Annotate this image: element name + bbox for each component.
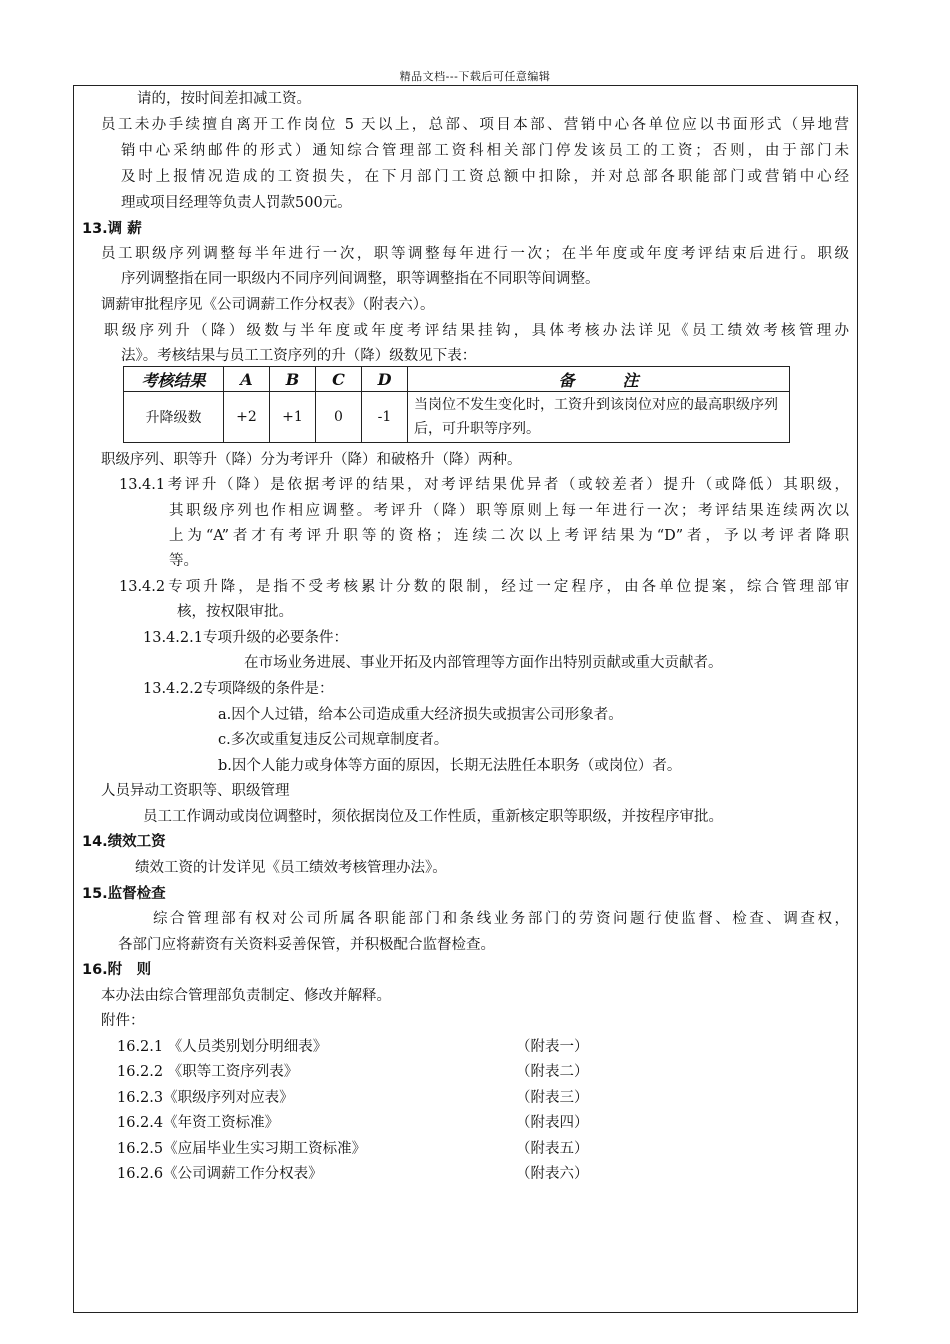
text-line: 理或项目经理等负责人罚款500元。: [121, 195, 352, 211]
text-line: 核，按权限审批。: [177, 604, 293, 620]
text-line: 人员异动工资职等、职级管理: [101, 783, 290, 799]
attachment-name: 16.2.6《公司调薪工作分权表》: [117, 1166, 323, 1182]
text-line: 法》。考核结果与员工工资序列的升（降）级数见下表：: [121, 348, 477, 364]
table-cell: -1: [362, 392, 408, 443]
text-line: 13.4.2.1专项升级的必要条件：: [143, 630, 348, 646]
section-heading-13: 13.调 薪: [82, 221, 142, 237]
attachment-ref: （附表二）: [516, 1064, 589, 1080]
table-header-cell: C: [316, 367, 362, 392]
table-cell: 0: [316, 392, 362, 443]
table-header-row: [124, 367, 790, 392]
attachment-name: 16.2.3《职级序列对应表》: [117, 1090, 294, 1106]
attachment-name: 16.2.1 《人员类别划分明细表》: [117, 1039, 328, 1055]
text-line: 13.4.2.2专项降级的条件是：: [143, 681, 334, 697]
text-line: 调薪审批程序见《公司调薪工作分权表》（附表六）。: [101, 297, 435, 313]
attachment-name: 16.2.5《应届毕业生实习期工资标准》: [117, 1141, 367, 1157]
text-line: 职级序列升（降）级数与半年度或年度考评结果挂钩，具体考核办法详见《员工绩效考核管理办: [104, 323, 849, 339]
evaluation-table: [123, 366, 790, 443]
text-line: 附件：: [101, 1013, 145, 1029]
text-line: b.因个人能力或身体等方面的原因，长期无法胜任本职务（或岗位）者。: [218, 758, 682, 774]
text-line: 员工工作调动或岗位调整时，须依据岗位及工作性质，重新核定职等职级，并按程序审批。: [143, 809, 723, 825]
table-row: [124, 392, 790, 443]
text-line: 13.4.1考评升（降）是依据考评的结果，对考评结果优异者（或较差者）提升（或降低）其职级，: [119, 477, 849, 493]
text-line: 上为“A”者才有考评升职等的资格；连续二次以上考评结果为“D”者，予以考评者降职: [169, 528, 849, 544]
text-line: a.因个人过错，给本公司造成重大经济损失或损害公司形象者。: [218, 707, 623, 723]
attachment-ref: （附表五）: [516, 1141, 589, 1157]
section-heading-14: 14.绩效工资: [82, 834, 166, 850]
table-row-label: 升降级数: [124, 392, 224, 443]
table-note-cell: 当岗位不发生变化时，工资升到该岗位对应的最高职级序列后，可升职等序列。: [408, 392, 790, 443]
table-cell: +1: [270, 392, 316, 443]
page-header: 精品文档---下载后可任意编辑: [399, 70, 551, 83]
text-line: 其职级序列也作相应调整。考评升（降）职等原则上每一年进行一次；考评结果连续两次以: [169, 503, 849, 519]
table-cell: +2: [224, 392, 270, 443]
text-line: 本办法由综合管理部负责制定、修改并解释。: [101, 988, 391, 1004]
text-line: 各部门应将薪资有关资料妥善保管，并积极配合监督检查。: [118, 937, 495, 953]
text-line: 绩效工资的计发详见《员工绩效考核管理办法》。: [135, 860, 447, 876]
attachment-ref: （附表三）: [516, 1090, 589, 1106]
section-heading-15: 15.监督检查: [82, 886, 166, 902]
text-line: 员工未办手续擅自离开工作岗位 5 天以上，总部、项目本部、营销中心各单位应以书面形式（异地营: [101, 117, 849, 133]
table-header-cell: D: [362, 367, 408, 392]
attachment-ref: （附表一）: [516, 1039, 589, 1055]
text-line: 等。: [169, 553, 198, 569]
text-line: 请的，按时间差扣减工资。: [137, 91, 311, 107]
table-header-cell: B: [270, 367, 316, 392]
attachment-name: 16.2.4《年资工资标准》: [117, 1115, 280, 1131]
text-line: 序列调整指在同一职级内不同序列间调整，职等调整指在不同职等间调整。: [121, 271, 600, 287]
attachment-ref: （附表六）: [516, 1166, 589, 1182]
text-line: 销中心采纳邮件的形式）通知综合管理部工资科相关部门停发该员工的工资；否则，由于部门未: [121, 143, 849, 159]
text-line: 及时上报情况造成的工资损失，在下月部门工资总额中扣除，并对总部各职能部门或营销中心经: [121, 169, 849, 185]
text-line: 在市场业务进展、事业开拓及内部管理等方面作出特别贡献或重大贡献者。: [244, 655, 723, 671]
section-heading-16: 16.附 则: [82, 962, 152, 978]
text-line: 13.4.2专项升降，是指不受考核累计分数的限制，经过一定程序，由各单位提案，综合管理部审: [119, 579, 849, 595]
text-line: 职级序列、职等升（降）分为考评升（降）和破格升（降）两种。: [101, 452, 522, 468]
attachment-name: 16.2.2 《职等工资序列表》: [117, 1064, 299, 1080]
text-line: 综合管理部有权对公司所属各职能部门和条线业务部门的劳资问题行使监督、检查、调查权，: [153, 911, 849, 927]
table-header-cell: 考核结果: [124, 367, 224, 392]
attachment-ref: （附表四）: [516, 1115, 589, 1131]
text-line: c.多次或重复违反公司规章制度者。: [218, 732, 449, 748]
text-line: 员工职级序列调整每半年进行一次，职等调整每年进行一次；在半年度或年度考评结束后进行。职级: [101, 246, 849, 262]
table-header-cell: A: [224, 367, 270, 392]
table-header-cell: 备 注: [408, 367, 790, 392]
